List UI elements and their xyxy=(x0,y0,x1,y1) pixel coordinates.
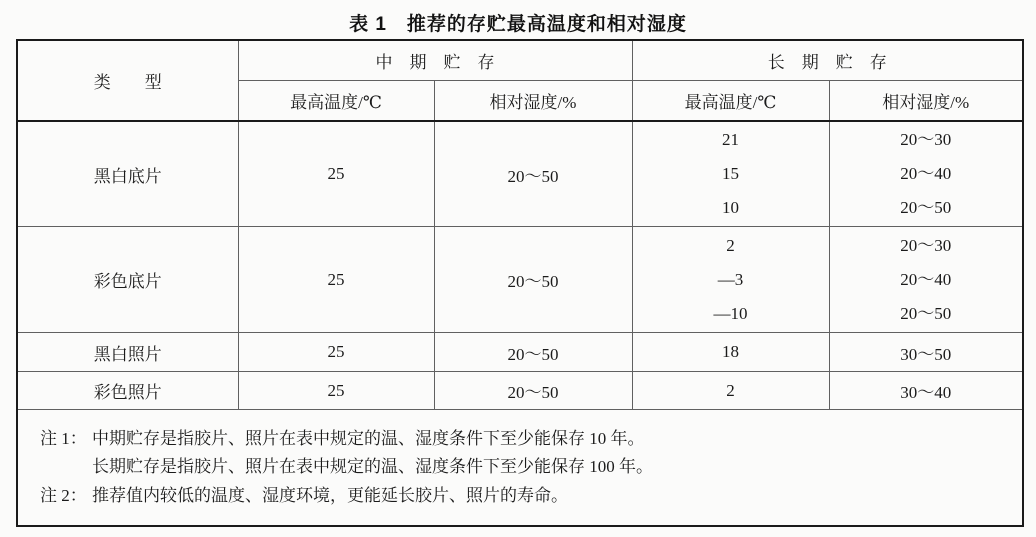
cell-line: 10 xyxy=(722,198,739,217)
cell-line: 2 xyxy=(726,235,735,255)
table-notes-row xyxy=(17,410,1023,527)
header-row-groups xyxy=(17,40,1023,81)
cell-mid-temp: 25 xyxy=(238,333,434,372)
cell-mid-rh: 20～50 xyxy=(434,121,632,227)
table-row-color-prints xyxy=(17,372,1023,410)
table-row-bw-negatives xyxy=(17,121,1023,227)
table-title: 表 1 推荐的存贮最高温度和相对湿度 xyxy=(349,14,687,35)
cell-type: 彩色底片 xyxy=(17,227,238,333)
cell-line: 20～50 xyxy=(900,303,952,323)
note-line-1 xyxy=(40,425,1014,454)
header-type: 类 型 xyxy=(17,40,238,121)
cell-mid-rh: 20～50 xyxy=(434,372,632,410)
cell-line: 20～50 xyxy=(900,198,952,217)
header-long-term: 长 期 贮 存 xyxy=(632,40,1023,81)
cell-line: 20～40 xyxy=(900,269,952,289)
notes-cell xyxy=(17,410,1023,527)
cell-line: 21 xyxy=(722,130,739,149)
cell-type: 黑白照片 xyxy=(17,333,238,372)
table-row-color-negatives xyxy=(17,227,1023,333)
cell-mid-temp: 25 xyxy=(238,227,434,333)
cell-long-temp: 18 xyxy=(632,333,829,372)
note-text: 中期贮存是指胶片、照片在表中规定的温、湿度条件下至少能保存 10 年。 xyxy=(92,428,645,448)
header-long-rel-humidity: 相对湿度/% xyxy=(829,81,1023,122)
cell-line: 15 xyxy=(722,164,739,183)
cell-line: —10 xyxy=(713,303,748,323)
cell-long-rh xyxy=(829,227,1023,333)
note-text: 推荐值内较低的温度、湿度环境，更能延长胶片、照片的寿命。 xyxy=(92,485,568,505)
header-mid-rel-humidity: 相对湿度/% xyxy=(434,81,632,122)
cell-mid-temp: 25 xyxy=(238,121,434,227)
storage-conditions-table xyxy=(16,39,1024,527)
cell-long-temp xyxy=(632,121,829,227)
note-line-2 xyxy=(40,482,1014,511)
cell-mid-rh: 20～50 xyxy=(434,333,632,372)
note-line-1-continued xyxy=(40,453,1014,482)
cell-type: 黑白底片 xyxy=(17,121,238,227)
header-long-max-temp: 最高温度/℃ xyxy=(632,81,829,122)
cell-long-temp xyxy=(632,227,829,333)
header-mid-max-temp: 最高温度/℃ xyxy=(238,81,434,122)
cell-line: —3 xyxy=(717,269,744,289)
header-mid-term: 中 期 贮 存 xyxy=(238,40,632,81)
cell-long-rh: 30～40 xyxy=(829,372,1023,410)
cell-line: 20～40 xyxy=(900,164,952,183)
cell-mid-rh: 20～50 xyxy=(434,227,632,333)
note-label xyxy=(40,453,92,482)
cell-line: 20～30 xyxy=(900,235,952,255)
note-label: 注 1： xyxy=(40,428,87,448)
table-row-bw-prints xyxy=(17,333,1023,372)
note-text: 长期贮存是指胶片、照片在表中规定的温、湿度条件下至少能保存 100 年。 xyxy=(92,457,653,477)
cell-mid-temp: 25 xyxy=(238,372,434,410)
cell-line: 20～30 xyxy=(900,130,952,149)
cell-long-rh: 30～50 xyxy=(829,333,1023,372)
note-label: 注 2： xyxy=(40,485,87,505)
cell-long-temp: 2 xyxy=(632,372,829,410)
cell-type: 彩色照片 xyxy=(17,372,238,410)
cell-long-rh xyxy=(829,121,1023,227)
